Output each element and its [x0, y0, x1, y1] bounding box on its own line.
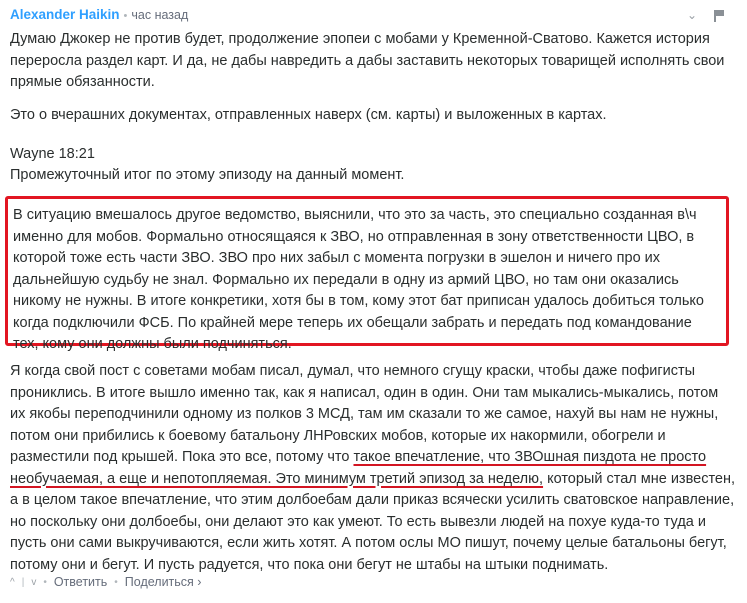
header-actions	[687, 8, 725, 22]
paragraph-main-start: Я когда свой пост с советами мобам писал, думал, что немного сгущу краски, чтобы даже пофигисты прониклись. В итоге вышло именно так, как я написал, один в один. Они там мыкались-мыкались, потом их якобы переподчинили одному из полков 3 МСД, там им сказали то же самое, нахуй вы нам не нужны, потом они прибились к боевому батальону ЛНРовских мобов, которые их накормили, обогрели и разместили под крышей. Пока это все, потому что	[10, 363, 719, 465]
footer-bullet-1: •	[43, 576, 47, 588]
vote-divider: |	[21, 576, 25, 588]
comment-header	[10, 7, 188, 25]
highlighted-quote	[5, 196, 729, 352]
upvote-icon[interactable]: ^	[10, 576, 15, 588]
share-link[interactable]: Поделиться ›	[124, 575, 202, 589]
paragraph-main-end: который стал мне известен, а в целом такое впечатление, что этим долбоебам дали приказ всячески усилить сватовское направление, но поскольку они долбоебы, они делают это как умеют. То есть вывезли людей на похуе куда-то туда и пусть они сами выкручиваются, если жить хотят. А потом ослы МО пишут, почему целые батальоны бегут, потому они и бегут. И пусть радуется, что пока они бегут не штабы на штыки поднимать.	[10, 470, 736, 573]
paragraph-context: Это о вчерашних документах, отправленных наверх (см. карты) и выложенных в картах.	[10, 107, 607, 123]
timestamp[interactable]: час назад	[131, 8, 189, 22]
quote-heading: Промежуточный итог по этому эпизоду на данный момент.	[10, 167, 405, 183]
reply-link[interactable]: Ответить	[53, 575, 108, 589]
chevron-down-icon[interactable]: ⌄	[686, 8, 697, 22]
downvote-icon[interactable]: v	[31, 576, 37, 588]
author-name[interactable]: Alexander Haikin	[10, 7, 120, 22]
paragraph-main	[10, 361, 736, 576]
comment-footer	[10, 575, 201, 589]
quote-text: В ситуацию вмешалось другое ведомство, выяснили, что это за часть, это специально созданная в\ч именно для мобов. Формально относящаяся к ЗВО, но отправленная в зону ответственности ЦВО, в которой тоже есть части ЗВО. ЗВО про них забыл с момента погрузки в эшелон и ничего про их дальнейшую судьбу не знал. Формально их передали в одну из армий ЦВО, но там они оказались никому не нужны. В итоге конкретики, хотя бы в том, кому этот бат приписан удалось добиться только когда подключили ФСБ. По крайней мере теперь их обещали забрать и передать под командование тех, кому они должны были подчиняться.	[13, 207, 704, 352]
quote-author-line: Wayne 18:21	[10, 146, 95, 162]
flag-icon[interactable]	[713, 10, 725, 22]
header-separator: •	[123, 10, 128, 22]
footer-bullet-2: •	[114, 576, 118, 588]
paragraph-intro: Думаю Джокер не против будет, продолжение эпопеи с мобами у Кременной-Сватово. Кажется история переросла раздел карт. И да, не дабы навредить а дабы заставить некоторых товарищей исполнять свои прямые обязанности.	[10, 31, 725, 90]
underlined-text: такое впечатление, что ЗВОшная пиздота не просто необучаемая, а еще и непотопляемая. Это минимум третий эпизод за неделю,	[10, 449, 707, 487]
